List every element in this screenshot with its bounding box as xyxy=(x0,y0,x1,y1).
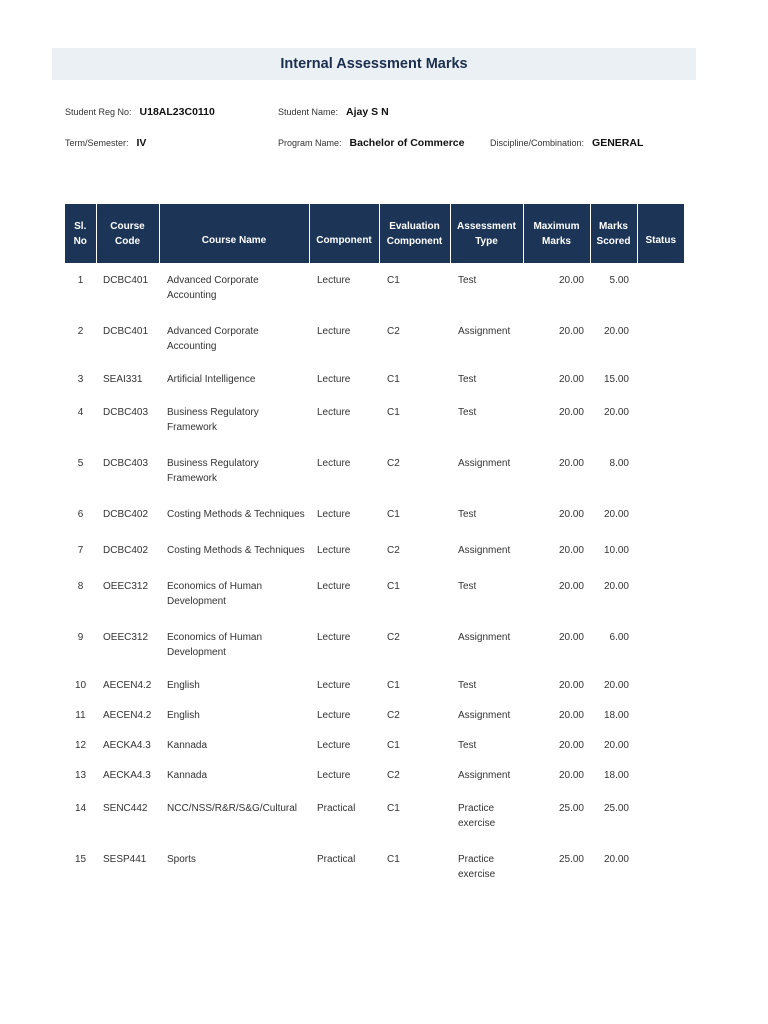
cell-component: Lecture xyxy=(317,374,351,385)
cell-sl-no: 8 xyxy=(77,581,84,592)
program-value: Bachelor of Commerce xyxy=(349,137,465,149)
cell-course-code: DCBC401 xyxy=(103,275,149,286)
cell-sl-no: 3 xyxy=(77,374,84,385)
col-header-sl: Sl. No xyxy=(65,204,96,263)
cell-maximum-marks: 20.00 xyxy=(558,680,584,691)
cell-assessment-type: Assignment xyxy=(458,770,511,781)
cell-course-code: AECEN4.2 xyxy=(103,680,152,691)
cell-course-name: Business Regulatory Framework xyxy=(167,407,259,433)
cell-assessment-type: Test xyxy=(458,374,477,385)
cell-assessment-type: Assignment xyxy=(458,458,511,469)
cell-evaluation-component: C1 xyxy=(387,509,400,520)
cell-marks-scored: 25.00 xyxy=(603,803,629,814)
cell-evaluation-component: C1 xyxy=(387,680,400,691)
cell-course-code: DCBC401 xyxy=(103,326,149,337)
cell-assessment-type: Assignment xyxy=(458,326,511,337)
cell-status xyxy=(637,731,684,761)
table-row xyxy=(65,701,684,731)
cell-course-name: Kannada xyxy=(167,740,208,751)
cell-assessment-type: Practice exercise xyxy=(458,854,496,880)
cell-course-name: Advanced Corporate Accounting xyxy=(167,275,259,301)
cell-assessment-type: Practice exercise xyxy=(458,803,496,829)
cell-course-code: AECEN4.2 xyxy=(103,710,152,721)
cell-sl-no: 15 xyxy=(74,854,87,865)
cell-course-name: Costing Methods & Techniques xyxy=(167,509,305,520)
cell-course-code: DCBC403 xyxy=(103,458,149,469)
cell-marks-scored: 8.00 xyxy=(609,458,629,469)
cell-sl-no: 1 xyxy=(77,275,84,286)
cell-status xyxy=(637,569,684,620)
cell-component: Lecture xyxy=(317,275,351,286)
student-name-label: Student Name: xyxy=(278,107,339,117)
col-header-name: Course Name xyxy=(159,204,309,263)
reg-no-label: Student Reg No: xyxy=(65,107,132,117)
cell-maximum-marks: 20.00 xyxy=(558,770,584,781)
cell-sl-no: 5 xyxy=(77,458,84,469)
cell-course-code: DCBC402 xyxy=(103,545,149,556)
cell-evaluation-component: C2 xyxy=(387,458,400,469)
cell-maximum-marks: 20.00 xyxy=(558,407,584,418)
page-title: Internal Assessment Marks xyxy=(280,56,468,72)
cell-marks-scored: 20.00 xyxy=(603,581,629,592)
cell-marks-scored: 20.00 xyxy=(603,509,629,520)
cell-sl-no: 14 xyxy=(74,803,87,814)
col-header-component: Component xyxy=(309,204,379,263)
cell-course-name: English xyxy=(167,710,200,721)
table-row xyxy=(65,365,684,395)
cell-assessment-type: Test xyxy=(458,581,477,592)
cell-component: Lecture xyxy=(317,740,351,751)
col-header-eval: Evaluation Component xyxy=(379,204,450,263)
table-row xyxy=(65,446,684,497)
cell-course-code: SENC442 xyxy=(103,803,148,814)
cell-marks-scored: 20.00 xyxy=(603,854,629,865)
cell-sl-no: 11 xyxy=(75,710,86,721)
program-label: Program Name: xyxy=(278,138,342,148)
cell-maximum-marks: 25.00 xyxy=(558,854,584,865)
col-header-max: Maximum Marks xyxy=(523,204,590,263)
table-body xyxy=(65,263,684,893)
cell-sl-no: 6 xyxy=(77,509,84,520)
cell-course-name: NCC/NSS/R&R/S&G/Cultural xyxy=(167,803,298,814)
table-row xyxy=(65,620,684,671)
cell-marks-scored: 18.00 xyxy=(603,710,629,721)
cell-status xyxy=(637,701,684,731)
cell-status xyxy=(637,365,684,395)
reg-no-field xyxy=(65,106,215,118)
cell-status xyxy=(637,671,684,701)
discipline-label: Discipline/Combination: xyxy=(490,138,585,148)
cell-assessment-type: Test xyxy=(458,407,477,418)
cell-maximum-marks: 20.00 xyxy=(558,326,584,337)
cell-evaluation-component: C1 xyxy=(387,854,400,865)
cell-marks-scored: 20.00 xyxy=(603,680,629,691)
term-label: Term/Semester: xyxy=(65,138,129,148)
cell-component: Practical xyxy=(317,854,356,865)
cell-assessment-type: Assignment xyxy=(458,632,511,643)
table-row xyxy=(65,731,684,761)
cell-component: Lecture xyxy=(317,581,351,592)
cell-course-code: OEEC312 xyxy=(103,581,149,592)
cell-maximum-marks: 20.00 xyxy=(558,509,584,520)
cell-maximum-marks: 20.00 xyxy=(558,710,584,721)
cell-component: Lecture xyxy=(317,509,351,520)
cell-status xyxy=(637,446,684,497)
cell-course-name: Economics of Human Development xyxy=(167,632,263,658)
table-row xyxy=(65,533,684,569)
cell-maximum-marks: 20.00 xyxy=(558,581,584,592)
cell-marks-scored: 6.00 xyxy=(609,632,629,643)
cell-sl-no: 12 xyxy=(74,740,87,751)
cell-assessment-type: Assignment xyxy=(458,710,511,721)
program-field xyxy=(278,137,464,149)
cell-status xyxy=(637,263,684,314)
cell-component: Lecture xyxy=(317,326,351,337)
title-bar xyxy=(52,48,696,80)
cell-component: Lecture xyxy=(317,632,351,643)
reg-no-value: U18AL23C0110 xyxy=(139,106,215,118)
table-row xyxy=(65,263,684,314)
col-header-scored: Marks Scored xyxy=(590,204,637,263)
cell-course-code: SEAI331 xyxy=(103,374,143,385)
table-row xyxy=(65,671,684,701)
cell-status xyxy=(637,791,684,842)
table-header-row xyxy=(65,204,684,263)
table-row xyxy=(65,842,684,893)
cell-marks-scored: 20.00 xyxy=(603,326,629,337)
cell-course-code: AECKA4.3 xyxy=(103,770,151,781)
cell-course-name: Business Regulatory Framework xyxy=(167,458,259,484)
cell-maximum-marks: 20.00 xyxy=(558,632,584,643)
cell-status xyxy=(637,395,684,446)
cell-evaluation-component: C1 xyxy=(387,275,400,286)
cell-maximum-marks: 20.00 xyxy=(558,740,584,751)
cell-evaluation-component: C1 xyxy=(387,374,400,385)
cell-evaluation-component: C2 xyxy=(387,545,400,556)
cell-course-code: AECKA4.3 xyxy=(103,740,151,751)
cell-sl-no: 2 xyxy=(77,326,84,337)
table-row xyxy=(65,497,684,533)
term-field xyxy=(65,137,146,149)
cell-course-name: Kannada xyxy=(167,770,208,781)
cell-evaluation-component: C1 xyxy=(387,740,400,751)
cell-course-name: Sports xyxy=(167,854,196,865)
cell-marks-scored: 5.00 xyxy=(609,275,629,286)
marks-table xyxy=(65,204,684,893)
table-row xyxy=(65,314,684,365)
table-row xyxy=(65,395,684,446)
cell-component: Lecture xyxy=(317,545,351,556)
cell-evaluation-component: C2 xyxy=(387,710,400,721)
cell-marks-scored: 10.00 xyxy=(603,545,629,556)
cell-sl-no: 9 xyxy=(77,632,84,643)
cell-course-code: DCBC403 xyxy=(103,407,149,418)
cell-evaluation-component: C1 xyxy=(387,581,400,592)
cell-course-name: Costing Methods & Techniques xyxy=(167,545,305,556)
cell-sl-no: 10 xyxy=(74,680,87,691)
cell-assessment-type: Test xyxy=(458,275,477,286)
col-header-status: Status xyxy=(637,204,684,263)
cell-assessment-type: Assignment xyxy=(458,545,511,556)
cell-evaluation-component: C1 xyxy=(387,803,400,814)
cell-marks-scored: 20.00 xyxy=(603,407,629,418)
cell-marks-scored: 20.00 xyxy=(603,740,629,751)
cell-evaluation-component: C2 xyxy=(387,326,400,337)
term-value: IV xyxy=(136,137,147,149)
cell-sl-no: 4 xyxy=(77,407,84,418)
discipline-field xyxy=(490,137,643,149)
discipline-value: GENERAL xyxy=(592,137,644,149)
cell-component: Lecture xyxy=(317,710,351,721)
cell-component: Lecture xyxy=(317,680,351,691)
table-row xyxy=(65,791,684,842)
cell-status xyxy=(637,314,684,365)
cell-component: Practical xyxy=(317,803,356,814)
cell-component: Lecture xyxy=(317,407,351,418)
cell-status xyxy=(637,497,684,533)
cell-course-name: English xyxy=(167,680,200,691)
cell-evaluation-component: C1 xyxy=(387,407,400,418)
cell-marks-scored: 18.00 xyxy=(603,770,629,781)
cell-course-code: DCBC402 xyxy=(103,509,149,520)
cell-component: Lecture xyxy=(317,770,351,781)
cell-course-code: OEEC312 xyxy=(103,632,149,643)
student-name-field xyxy=(278,106,389,118)
table-row xyxy=(65,761,684,791)
cell-maximum-marks: 25.00 xyxy=(558,803,584,814)
cell-course-name: Artificial Intelligence xyxy=(167,374,256,385)
cell-course-name: Economics of Human Development xyxy=(167,581,263,607)
table-row xyxy=(65,569,684,620)
cell-maximum-marks: 20.00 xyxy=(558,545,584,556)
cell-status xyxy=(637,761,684,791)
cell-marks-scored: 15.00 xyxy=(603,374,629,385)
cell-sl-no: 13 xyxy=(74,770,87,781)
cell-maximum-marks: 20.00 xyxy=(558,275,584,286)
cell-assessment-type: Test xyxy=(458,680,477,691)
cell-assessment-type: Test xyxy=(458,740,477,751)
col-header-type: Assessment Type xyxy=(450,204,523,263)
cell-status xyxy=(637,842,684,893)
cell-evaluation-component: C2 xyxy=(387,770,400,781)
cell-component: Lecture xyxy=(317,458,351,469)
cell-evaluation-component: C2 xyxy=(387,632,400,643)
cell-course-name: Advanced Corporate Accounting xyxy=(167,326,259,352)
student-name-value: Ajay S N xyxy=(346,106,389,118)
cell-status xyxy=(637,620,684,671)
cell-course-code: SESP441 xyxy=(103,854,147,865)
cell-status xyxy=(637,533,684,569)
cell-sl-no: 7 xyxy=(77,545,84,556)
cell-maximum-marks: 20.00 xyxy=(558,458,584,469)
cell-maximum-marks: 20.00 xyxy=(558,374,584,385)
col-header-code: Course Code xyxy=(96,204,159,263)
cell-assessment-type: Test xyxy=(458,509,477,520)
